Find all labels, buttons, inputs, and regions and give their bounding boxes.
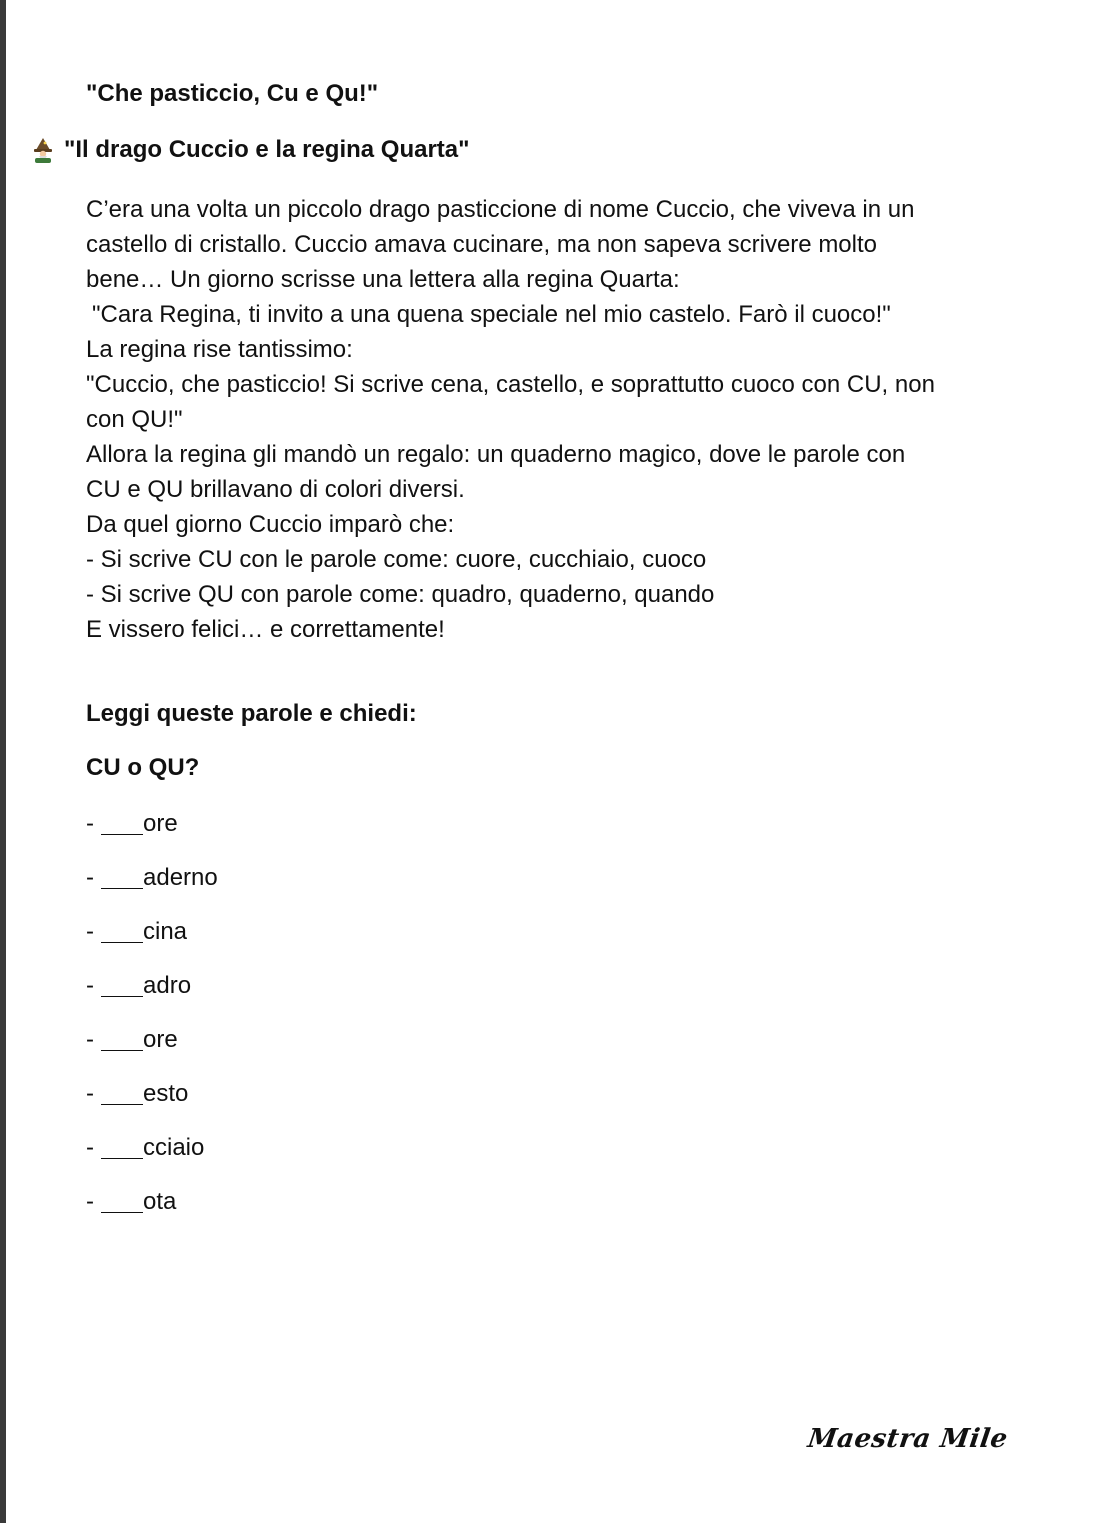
word-ending: adro — [143, 972, 192, 999]
word-ending: ore — [143, 1026, 178, 1053]
story-text — [86, 192, 1036, 647]
wizard-icon — [30, 137, 56, 163]
story-line: "Cara Regina, ti invito a una quena speciale nel mio castelo. Farò il cuoco!" — [92, 301, 891, 328]
exercise-item — [86, 1130, 218, 1184]
exercise-list — [86, 806, 218, 1238]
exercise-item — [86, 806, 218, 860]
word-ending: cciaio — [143, 1134, 205, 1161]
exercise-item — [86, 1184, 218, 1238]
exercise-item — [86, 968, 218, 1022]
item-dash: - — [86, 1188, 94, 1215]
fill-blank[interactable] — [101, 862, 143, 889]
author-signature: Maestra Mile — [805, 1424, 1010, 1454]
exercise-item — [86, 860, 218, 914]
fill-blank[interactable] — [101, 1132, 143, 1159]
exercise-item — [86, 1022, 218, 1076]
story-line: E vissero felici… e correttamente! — [86, 616, 445, 643]
fill-blank[interactable] — [101, 916, 143, 943]
fill-blank[interactable] — [101, 808, 143, 835]
story-line: castello di cristallo. Cuccio amava cucinare, ma non sapeva scrivere molto — [86, 231, 878, 258]
story-line: Da quel giorno Cuccio imparò che: — [86, 511, 455, 538]
story-line: bene… Un giorno scrisse una lettera alla regina Quarta: — [86, 266, 680, 293]
story-line: con QU!" — [86, 406, 183, 433]
fill-blank[interactable] — [101, 1186, 143, 1213]
item-dash: - — [86, 1026, 94, 1053]
fill-blank[interactable] — [101, 1024, 143, 1051]
item-dash: - — [86, 972, 94, 999]
story-title — [30, 136, 470, 164]
item-dash: - — [86, 1134, 94, 1161]
story-line: "Cuccio, che pasticcio! Si scrive cena, castello, e soprattutto cuoco con CU, non — [86, 371, 935, 398]
exercise-question: CU o QU? — [86, 754, 200, 781]
word-ending: aderno — [143, 864, 218, 891]
exercise-item — [86, 1076, 218, 1130]
word-ending: esto — [143, 1080, 189, 1107]
item-dash: - — [86, 810, 94, 837]
story-line: Allora la regina gli mandò un regalo: un quaderno magico, dove le parole con — [86, 441, 906, 468]
exercise-item — [86, 914, 218, 968]
exercise-heading: Leggi queste parole e chiedi: — [86, 700, 417, 727]
story-line: - Si scrive QU con parole come: quadro, quaderno, quando — [86, 581, 715, 608]
item-dash: - — [86, 864, 94, 891]
fill-blank[interactable] — [101, 970, 143, 997]
fill-blank[interactable] — [101, 1078, 143, 1105]
item-dash: - — [86, 918, 94, 945]
story-line: CU e QU brillavano di colori diversi. — [86, 476, 465, 503]
story-line: - Si scrive CU con le parole come: cuore, cucchiaio, cuoco — [86, 546, 707, 573]
page-title: "Che pasticcio, Cu e Qu!" — [86, 80, 379, 107]
story-line: La regina rise tantissimo: — [86, 336, 353, 363]
word-ending: ota — [143, 1188, 177, 1215]
story-title-text: "Il drago Cuccio e la regina Quarta" — [64, 136, 470, 163]
item-dash: - — [86, 1080, 94, 1107]
story-line: C’era una volta un piccolo drago pasticcione di nome Cuccio, che viveva in un — [86, 196, 915, 223]
page-edge — [0, 0, 6, 1523]
word-ending: cina — [143, 918, 188, 945]
word-ending: ore — [143, 810, 178, 837]
